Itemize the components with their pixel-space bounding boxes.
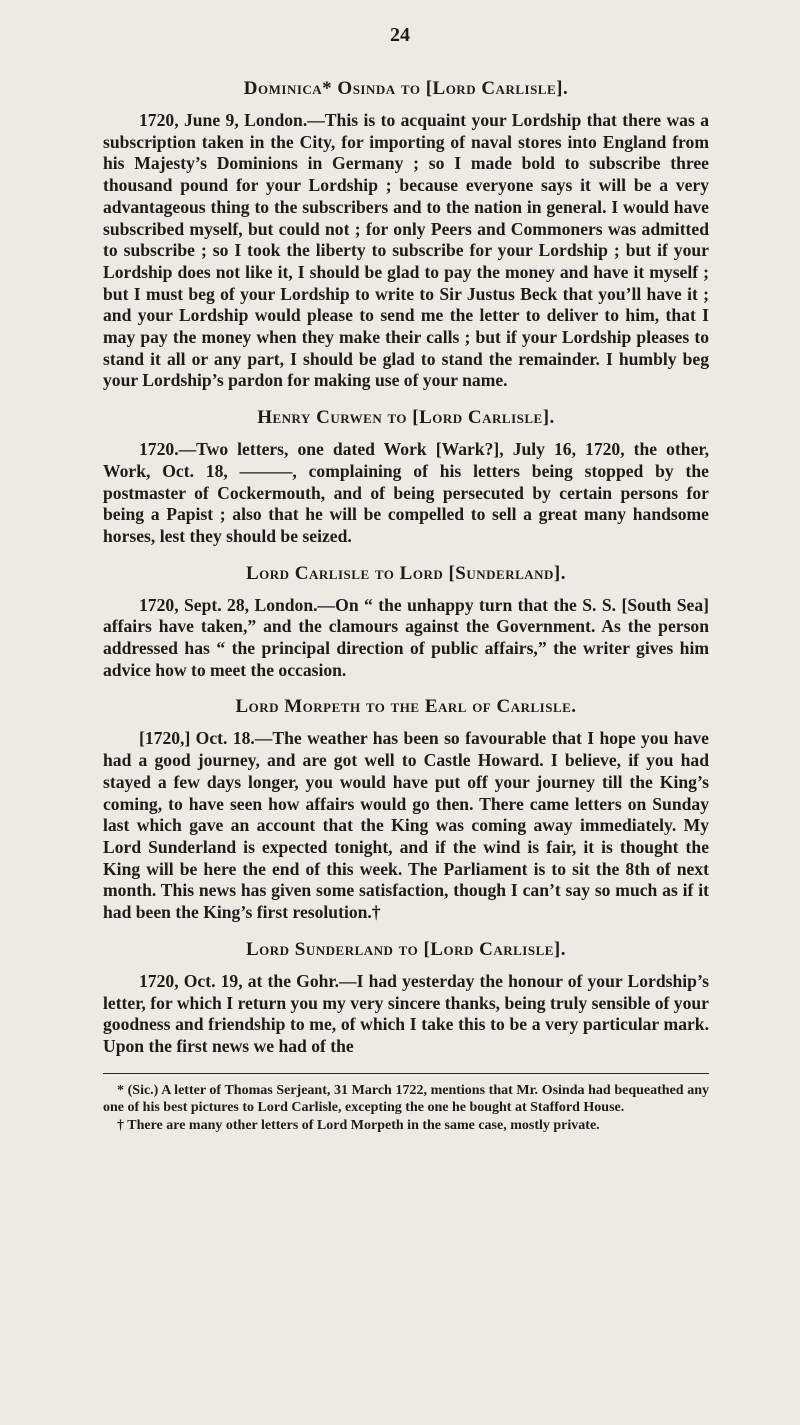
- footnote-dagger: † There are many other letters of Lord Morpeth in the same case, mostly private.: [117, 1117, 600, 1133]
- page-content: [103, 78, 709, 1134]
- letter-heading-osinda: Dominica* Osinda to [Lord Carlisle].: [243, 78, 569, 99]
- letter-heading-morpeth: Lord Morpeth to the Earl of Carlisle.: [235, 696, 577, 718]
- letter-heading-carlisle-sunderland: Lord Carlisle to Lord [Sunderland].: [246, 562, 566, 584]
- footnote-sic: * (Sic.) A letter of Thomas Serjeant, 31 March 1722, mentions that Mr. Osinda had bequeathed any one of his best pictures to Lord Carlisle, excepting the one he bought at Stafford House.: [103, 1082, 709, 1116]
- letter-body-carlisle-sunderland: 1720, Sept. 28, London.—On “ the unhappy turn that the S. S. [South Sea] affairs have taken,” and the clamours against the Government. As the person addressed has “ the principal direction of public affairs,” the writer gives him advice how to meet the occasion.: [103, 594, 709, 680]
- letter-body-sunderland: 1720, Oct. 19, at the Gohr.—I had yesterday the honour of your Lordship’s letter, for which I return you my very sincere thanks, being truly sensible of your goodness and friendship to me, of which I take this to be a very particular mark. Upon the first news we had of the: [103, 970, 709, 1056]
- letter-heading-curwen: Henry Curwen to [Lord Carlisle].: [257, 407, 555, 429]
- letter-heading-sunderland: Lord Sunderland to [Lord Carlisle].: [246, 938, 566, 960]
- page-number: 24: [390, 24, 410, 46]
- letter-body-osinda: 1720, June 9, London.—This is to acquaint your Lordship that there was a subscription taken in the City, for importing of naval stores into England from his Majesty’s Dominions in Germany ; so I made bold to subscribe three thousand pound for your Lordship ; because everyone says it will be a very advantageous thing to the subscribers and to the nation in general. I would have subscribed myself, but could not ; for only Peers and Commoners was admitted to subscribe ; so I took the liberty to subscribe for your Lordship ; but if your Lordship does not like it, I should be glad to pay the money and have it myself ; but I must beg of your Lordship to write to Sir Justus Beck that you’ll have it ; and your Lordship would please to send me the letter to deliver to him, that I may pay the money when they make their calls ; but if your Lordship pleases to stand it all or any part, I should be glad to stand the remainder. I humbly beg your Lordship’s pardon for making use of your name.: [103, 110, 709, 391]
- footnote-divider: [103, 1073, 709, 1074]
- letter-body-morpeth: [1720,] Oct. 18.—The weather has been so favourable that I hope you have had a good journey, and are got well to Castle Howard. I believe, if you had stayed a few days longer, you would have put off your journey till the King’s coming, to have seen how affairs would go then. There came letters on Sunday last which gave an account that the King was coming away immediately. My Lord Sunderland is expected tonight, and if the wind is fair, it is thought the King will be here the end of this week. The Parliament is to sit the 8th of next month. This news has given some satisfaction, though I can’t say so much as if it had been the King’s first resolution.†: [103, 728, 709, 923]
- letter-body-curwen: 1720.—Two letters, one dated Work [Wark?], July 16, 1720, the other, Work, Oct. 18, ———, complaining of his letters being stopped by the postmaster of Cockermouth, and of being persecuted by certain persons for being a Papist ; also that he will be compelled to sell a great many handsome horses, lest they should be seized.: [103, 439, 709, 546]
